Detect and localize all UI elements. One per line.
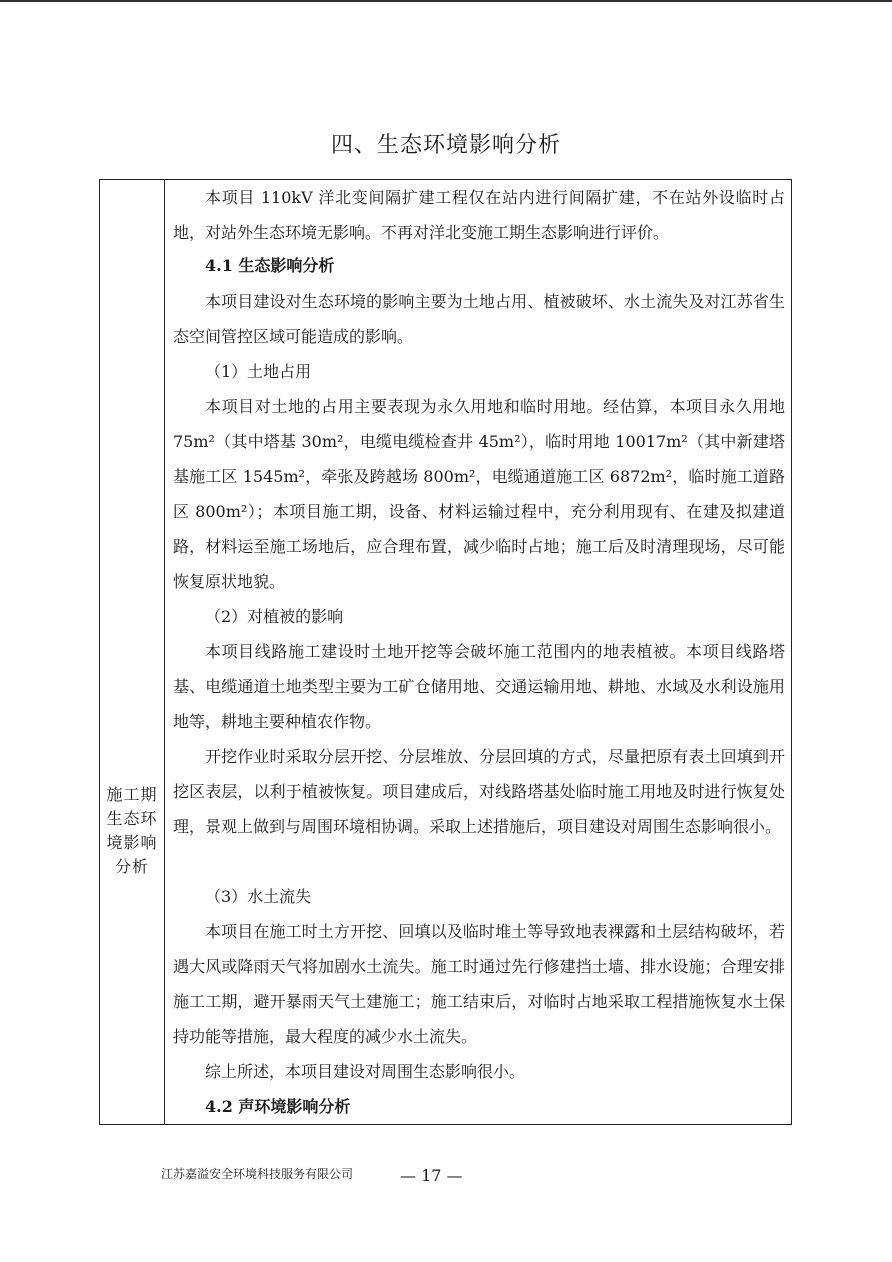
top-rule xyxy=(0,0,892,2)
analysis-table xyxy=(99,179,792,1125)
paragraph-vegetation: 本项目线路施工建设时土地开挖等会破坏施工范围内的地表植被。本项目线路塔基、电缆通道土地类型主要为工矿仓储用地、交通运输用地、耕地、水域及水利设施用地等，耕地主要种植农作物。 xyxy=(173,642,785,731)
column-divider xyxy=(164,180,165,1124)
paragraph-intro: 本项目 110kV 洋北变间隔扩建工程仅在站内进行间隔扩建，不在站外设临时占地，对站外生态环境无影响。不再对洋北变施工期生态影响进行评价。 xyxy=(173,188,785,242)
paragraph-overview: 本项目建设对生态环境的影响主要为土地占用、植被破坏、水土流失及对江苏省生态空间管控区域可能造成的影响。 xyxy=(173,292,785,346)
paragraph-land: 本项目对土地的占用主要表现为永久用地和临时用地。经估算，本项目永久用地 75m²（其中塔基 30m²，电缆电缆检查井 45m²），临时用地 10017m²（其中新建塔基施工区 1545m²，牵张及跨越场 800m²，电缆通道施工区 6872m²，临时施工道路区 800m²）；本项目施工期，设备、材料运输过程中，充分利用现有、在建及拟建道路，材料运至施工场地后，应合理布置，减少临时占地；施工后及时清理现场，尽可能恢复原状地貌。 xyxy=(173,397,785,591)
subheading-soil: （3）水土流失 xyxy=(205,887,312,906)
heading-4-1: 4.1 生态影响分析 xyxy=(205,256,335,275)
paragraph-restoration: 开挖作业时采取分层开挖、分层堆放、分层回填的方式，尽量把原有表土回填到开挖区表层，以利于植被恢复。项目建成后，对线路塔基处临时施工用地及时进行恢复处理，景观上做到与周围环境相协调。采取上述措施后，项目建设对周围生态影响很小。 xyxy=(173,747,785,836)
footer-company: 江苏嘉溢安全环境科技服务有限公司 xyxy=(161,1167,354,1181)
paragraph-summary: 综上所述，本项目建设对周围生态影响很小。 xyxy=(205,1062,526,1081)
section-title: 四、生态环境影响分析 xyxy=(330,133,561,158)
heading-4-2: 4.2 声环境影响分析 xyxy=(205,1097,351,1116)
subheading-vegetation: （2）对植被的影响 xyxy=(205,607,344,626)
row-label: 施工期 生态环 境影响 分析 xyxy=(106,785,158,876)
paragraph-soil: 本项目在施工时土方开挖、回填以及临时堆土等导致地表裸露和土层结构破坏，若遇大风或降雨天气将加剧水土流失。施工时通过先行修建挡土墙、排水设施；合理安排施工工期，避开暴雨天气土建施工；施工结束后，对临时占地采取工程措施恢复水土保持功能等措施，最大程度的减少水土流失。 xyxy=(173,922,785,1046)
page-number: — 17 — xyxy=(400,1166,463,1185)
subheading-land: （1）土地占用 xyxy=(205,362,312,381)
